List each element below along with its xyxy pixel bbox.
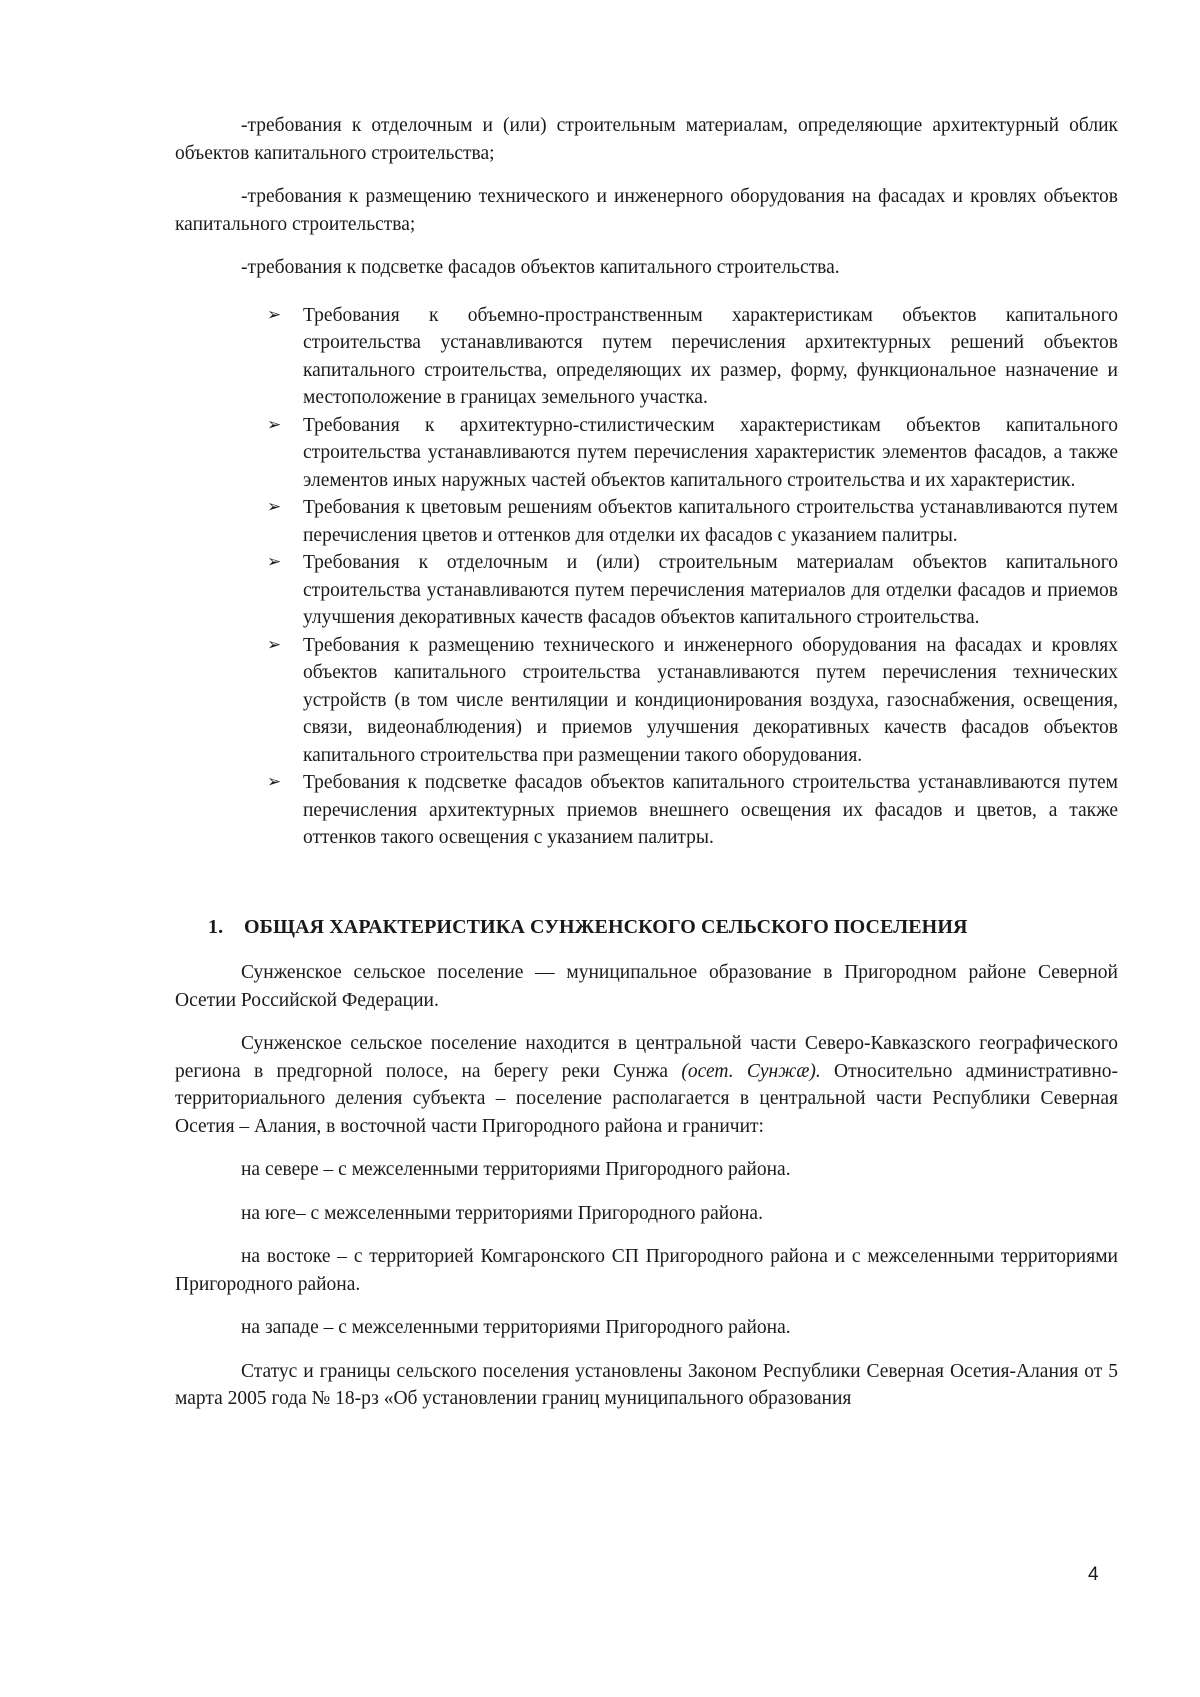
paragraph-status: Статус и границы сельского поселения установлены Законом Республики Северная Осетия-Алания от 5 марта 2005 года № 18-рз «Об установлении границ муниципального образования [175, 1360, 1118, 1409]
arrow-bullet-icon: ➢ [267, 414, 282, 435]
list-item-text: Требования к архитектурно-стилистическим характеристикам объектов капитального строительства устанавливаются путем перечисления характеристик элементов фасадов, а также элементов иных наружных частей объектов капитального строительства и их характеристик. [303, 414, 1118, 491]
intro-item-equipment-placement: -требования к размещению технического и инженерного оборудования на фасадах и кровлях объектов капитального строительства; [175, 186, 1118, 235]
intro-item-finishing-materials: -требования к отделочным и (или) строительным материалам, определяющие архитектурный облик объектов капитального строительства; [175, 115, 1118, 164]
list-item [267, 769, 1118, 852]
arrow-bullet-icon: ➢ [267, 772, 282, 792]
border-east: на востоке – с территорией Комгаронского СП Пригородного района и с межселенными территориями Пригородного района. [175, 1246, 1118, 1295]
paragraph-location [175, 1030, 1118, 1140]
list-item [267, 412, 1118, 495]
list-item [267, 302, 1118, 412]
list-item-text: Требования к отделочным и (или) строительным материалам объектов капитального строительства устанавливаются путем перечисления материалов для отделки фасадов и приемов улучшения декоративных качеств фасадов объектов капитального строительства. [303, 552, 1118, 628]
location-text-italic: (осет. Сунжæ). [681, 1060, 821, 1082]
list-item [267, 494, 1118, 549]
location-text-end: Относительно административно-территориального деления субъекта – поселение располагается в центральной части Республики Северная Осетия – Алания, в восточной части Пригородного района и граничит: [175, 1060, 1119, 1137]
section-title: ОБЩАЯ ХАРАКТЕРИСТИКА СУНЖЕНСКОГО СЕЛЬСКОГО ПОСЕЛЕНИЯ [244, 915, 968, 938]
list-item-text: Требования к объемно-пространственным характеристикам объектов капитального строительства устанавливаются путем перечисления архитектурных решений объектов капитального строительства, определяющих их размер, форму, функциональное назначение и местоположение в границах земельного участка. [303, 304, 1118, 408]
section-heading [175, 914, 1118, 942]
arrow-bullet-icon: ➢ [267, 304, 282, 325]
location-text-start: Сунженское сельское поселение находится в центральной части Северо-Кавказского географического региона в предгорной полосе, на берегу реки Сунжа [175, 1033, 1118, 1082]
requirements-list [175, 302, 1118, 852]
list-item [267, 549, 1118, 632]
list-item-text: Требования к размещению технического и инженерного оборудования на фасадах и кровлях объектов капитального строительства устанавливаются путем перечисления технических устройств (в том числе вентиляции и кондиционирования воздуха, газоснабжения, освещения, связи, видеонаблюдения) и приемов улучшения декоративных качеств фасадов объектов капитального строительства при размещении такого оборудования. [303, 634, 1118, 766]
section-number: 1. [208, 915, 224, 938]
arrow-bullet-icon: ➢ [267, 552, 282, 572]
border-west: на западе – с межселенными территориями Пригородного района. [241, 1317, 791, 1338]
arrow-bullet-icon: ➢ [267, 634, 282, 655]
paragraph-definition: Сунженское сельское поселение — муниципальное образование в Пригородном районе Северной Осетии Российской Федерации. [175, 962, 1118, 1011]
list-item-text: Требования к подсветке фасадов объектов капитального строительства устанавливаются путем перечисления архитектурных приемов внешнего освещения их фасадов и цветов, а также оттенков такого освещения с указанием палитры. [303, 772, 1118, 848]
border-south: на юге– с межселенными территориями Пригородного района. [241, 1202, 763, 1224]
page-number: 4 [1088, 1564, 1099, 1585]
arrow-bullet-icon: ➢ [267, 497, 282, 517]
border-north: на севере – с межселенными территориями Пригородного района. [241, 1159, 791, 1180]
list-item-text: Требования к цветовым решениям объектов капитального строительства устанавливаются путем перечисления цветов и оттенков для отделки их фасадов с указанием палитры. [303, 497, 1118, 546]
list-item [267, 632, 1118, 770]
intro-item-facade-lighting: -требования к подсветке фасадов объектов капитального строительства. [241, 257, 840, 278]
document-page [175, 112, 1118, 1413]
